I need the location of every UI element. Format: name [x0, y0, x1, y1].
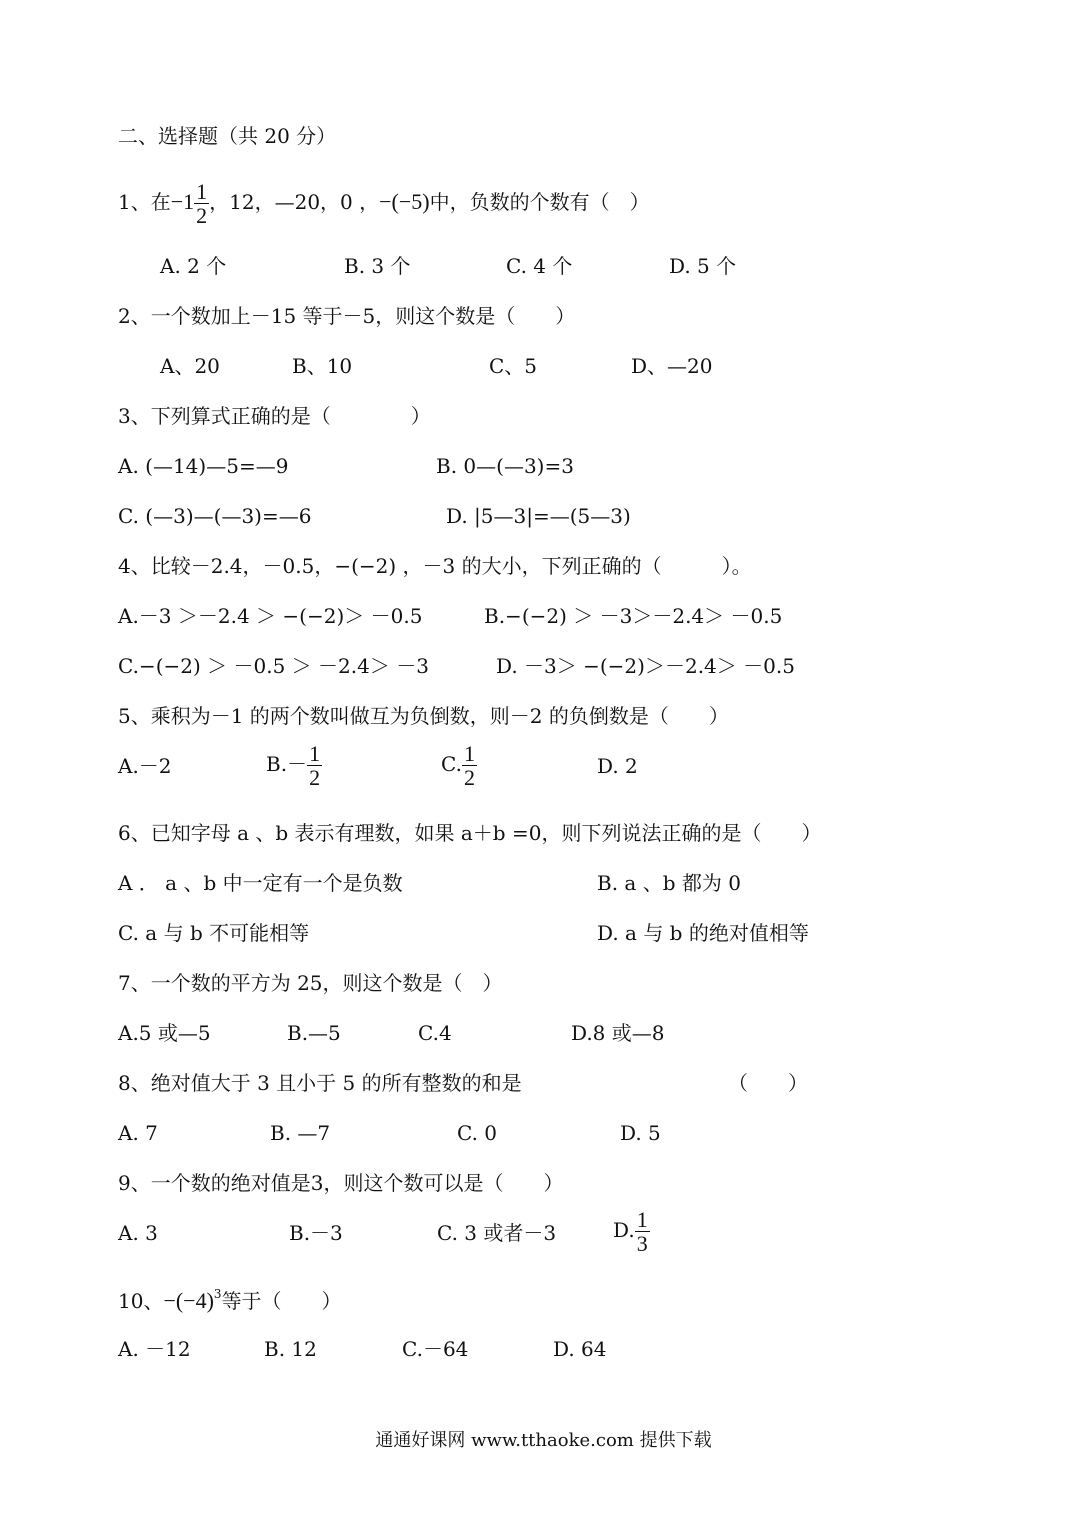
question-8: 8、绝对值大于 3 且小于 5 的所有整数的和是: [118, 1071, 522, 1095]
q2-option-a[interactable]: A、20: [160, 354, 220, 378]
q1-fraction: [194, 180, 209, 227]
q1-option-d[interactable]: D. 5 个: [669, 254, 737, 278]
q1-option-c[interactable]: C. 4 个: [506, 254, 573, 278]
q6-option-a[interactable]: A ． a 、b 中一定有一个是负数: [118, 871, 403, 895]
q10-exponent: 3: [213, 1287, 222, 1301]
q3-option-c[interactable]: C. (—3)—(—3)=—6: [118, 504, 312, 528]
q8-option-b[interactable]: B. —7: [270, 1121, 331, 1145]
q5-b-num: 1: [309, 741, 321, 766]
question-3: 3、下列算式正确的是（ ）: [118, 404, 431, 428]
q4-option-a[interactable]: A.－3 ＞－2.4 ＞ −(−2)＞ －0.5: [118, 604, 423, 628]
q6-option-b[interactable]: B. a 、b 都为 0: [597, 871, 741, 895]
question-4: 4、比较－2.4，－0.5，−(−2) ，－3 的大小，下列正确的（ ）。: [118, 554, 752, 578]
q3-option-a[interactable]: A. (—14)—5=—9: [118, 454, 289, 478]
q9-d-den: 3: [636, 1231, 648, 1257]
question-10: [118, 1288, 342, 1312]
q5-option-d[interactable]: D. 2: [597, 754, 638, 778]
q6-option-d[interactable]: D. a 与 b 的绝对值相等: [597, 921, 809, 945]
q1-frac-num: 1: [196, 179, 208, 204]
q5-c-num: 1: [463, 741, 475, 766]
q5-option-a[interactable]: A.－2: [118, 754, 172, 778]
question-7: 7、一个数的平方为 25，则这个数是（ ）: [118, 971, 503, 995]
section-title: 二、选择题（共 20 分）: [118, 124, 337, 148]
q9-option-d[interactable]: [613, 1208, 650, 1255]
q7-option-a[interactable]: A.5 或—5: [118, 1021, 211, 1045]
question-5: 5、乘积为－1 的两个数叫做互为负倒数，则－2 的负倒数是（ ）: [118, 704, 729, 728]
q7-option-b[interactable]: B.—5: [287, 1021, 341, 1045]
q3-option-d[interactable]: D. |5—3|=—(5—3): [446, 504, 631, 528]
q10-expr: −(−4): [163, 1288, 214, 1313]
question-9: 9、一个数的绝对值是3，则这个数可以是（ ）: [118, 1171, 564, 1195]
q10-option-d[interactable]: D. 64: [553, 1337, 607, 1361]
q10-suffix: 等于（ ）: [221, 1289, 342, 1313]
question-6: 6、已知字母 a 、b 表示有理数，如果 a＋b =0，则下列说法正确的是（ ）: [118, 821, 822, 845]
page-footer: 通通好课网 www.tthaoke.com 提供下载: [375, 1430, 712, 1451]
q4-option-c[interactable]: C.−(−2) ＞ －0.5 ＞ －2.4＞ －3: [118, 654, 429, 678]
q9-option-a[interactable]: A. 3: [118, 1221, 158, 1245]
q3-option-b[interactable]: B. 0—(—3)=3: [436, 454, 574, 478]
q6-option-c[interactable]: C. a 与 b 不可能相等: [118, 921, 310, 945]
q10-option-a[interactable]: A. －12: [118, 1337, 191, 1361]
q8-option-d[interactable]: D. 5: [620, 1121, 661, 1145]
q9-option-c[interactable]: C. 3 或者－3: [437, 1221, 557, 1245]
q5-option-c[interactable]: [441, 742, 477, 789]
q1-mid: ，12，—20，0 ，: [209, 190, 380, 215]
q1-mixed-whole: −1: [170, 189, 195, 215]
question-1: [118, 180, 650, 227]
q10-prefix: 10、: [118, 1289, 164, 1313]
q2-option-d[interactable]: D、—20: [631, 354, 713, 378]
q5-b-fraction: [307, 742, 322, 789]
q4-option-b[interactable]: B.−(−2) ＞ －3＞－2.4＞ －0.5: [484, 604, 783, 628]
q5-option-b[interactable]: [266, 742, 322, 789]
q2-option-b[interactable]: B、10: [292, 354, 353, 378]
q1-frac-den: 2: [196, 203, 208, 229]
q10-option-c[interactable]: C.－64: [402, 1337, 469, 1361]
q9-d-num: 1: [636, 1207, 648, 1232]
q5-c-prefix: C.: [441, 752, 462, 777]
q5-c-fraction: [462, 742, 477, 789]
q8-option-a[interactable]: A. 7: [118, 1121, 158, 1145]
question-2: 2、一个数加上－15 等于－5，则这个数是（ ）: [118, 304, 576, 328]
q9-option-b[interactable]: B.－3: [289, 1221, 343, 1245]
q5-b-den: 2: [309, 765, 321, 791]
q5-b-prefix: B.－: [266, 752, 308, 777]
q5-c-den: 2: [463, 765, 475, 791]
q2-option-c[interactable]: C、5: [489, 354, 538, 378]
q1-option-b[interactable]: B. 3 个: [344, 254, 411, 278]
q4-option-d[interactable]: D. －3＞ −(−2)＞－2.4＞ －0.5: [496, 654, 795, 678]
q9-d-prefix: D.: [613, 1218, 635, 1243]
q7-option-c[interactable]: C.4: [418, 1021, 452, 1045]
q9-d-fraction: [635, 1208, 650, 1255]
q8-answer-paren: （ ）: [728, 1071, 808, 1095]
q1-prefix: 1、在: [118, 190, 171, 215]
q1-expr: −(−5): [379, 189, 430, 215]
q10-option-b[interactable]: B. 12: [264, 1337, 317, 1361]
q1-suffix: 中，负数的个数有（ ）: [429, 190, 650, 215]
q1-option-a[interactable]: A. 2 个: [160, 254, 227, 278]
q7-option-d[interactable]: D.8 或—8: [571, 1021, 665, 1045]
q8-option-c[interactable]: C. 0: [457, 1121, 498, 1145]
